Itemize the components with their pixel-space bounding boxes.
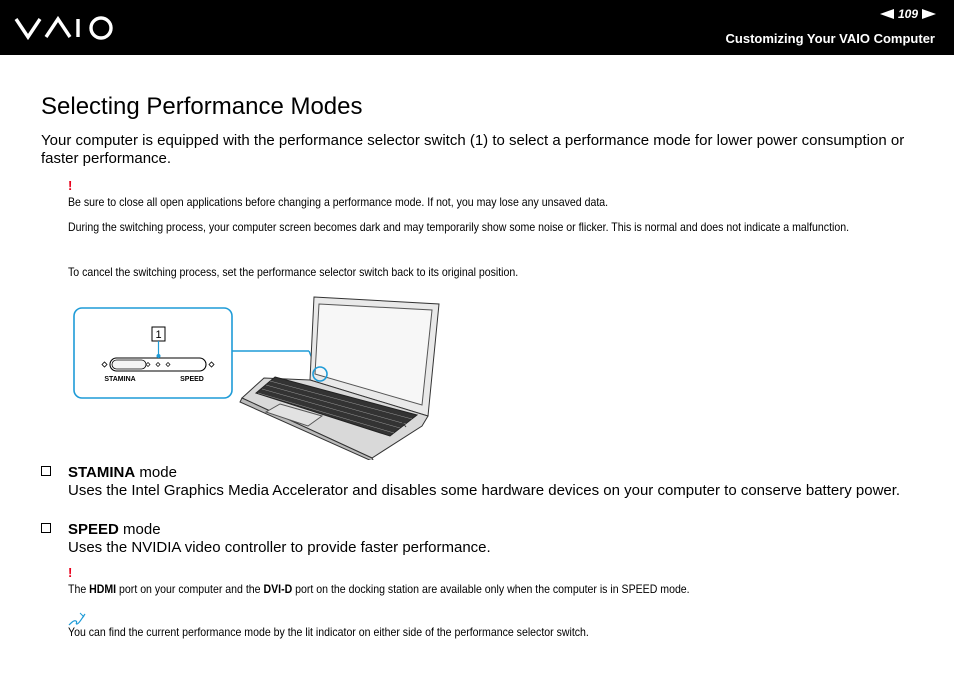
speed-label: SPEED: [180, 376, 204, 383]
section-title: Customizing Your VAIO Computer: [725, 31, 935, 46]
note-paragraph: [68, 263, 928, 281]
mode-name: STAMINA: [68, 464, 136, 481]
previous-page-icon[interactable]: [880, 9, 894, 19]
laptop-illustration: [240, 297, 439, 460]
page-navigation: [880, 7, 936, 21]
note-paragraph: [68, 218, 928, 236]
bullet-box-icon: [41, 523, 51, 533]
note-warning-bottom: [68, 566, 928, 598]
dvi-d-keyword: DVI-D: [263, 582, 293, 596]
note-text-part: port on your computer and the: [116, 582, 264, 596]
callout-box: [74, 308, 232, 398]
hint-note: [68, 623, 928, 641]
mode-suffix: mode: [118, 521, 161, 538]
next-page-icon[interactable]: [922, 9, 936, 19]
hdmi-keyword: HDMI: [89, 582, 117, 596]
page-header: [0, 0, 954, 55]
mode-title: [68, 464, 177, 482]
note-text-part: The: [68, 582, 90, 596]
mode-name: SPEED: [68, 521, 119, 538]
mode-description: Uses the NVIDIA video controller to provide faster performance.: [68, 539, 491, 556]
mode-suffix: mode: [135, 464, 177, 481]
mode-title: [68, 521, 161, 539]
page-number: 109: [897, 7, 918, 21]
stamina-label: STAMINA: [104, 376, 136, 383]
speed-indicator-icon: [209, 362, 214, 367]
note-line: During the switching process, your computer screen becomes dark and may temporarily show some noise or flicker. This is normal and does not indicate a malfunction.: [68, 220, 850, 234]
warning-mark-icon: !: [68, 565, 73, 580]
note-line: [68, 580, 891, 598]
callout-number: 1: [155, 329, 162, 341]
performance-switch-figure: [72, 294, 444, 460]
note-line: To cancel the switching process, set the performance selector switch back to its original position.: [68, 265, 519, 279]
stamina-indicator-icon: [102, 362, 107, 367]
note-text-part: port on the docking station are available only when the computer is in SPEED mode.: [292, 582, 690, 596]
page-title: Selecting Performance Modes: [41, 93, 363, 120]
warning-mark-icon: !: [68, 178, 73, 193]
mode-description: Uses the Intel Graphics Media Accelerator and disables some hardware devices on your computer to conserve battery power.: [68, 482, 901, 499]
note-line: Be sure to close all open applications before changing a performance mode. If not, you may lose any unsaved data.: [68, 195, 609, 209]
note-warning-top: [68, 179, 928, 211]
intro-paragraph: Your computer is equipped with the performance selector switch (1) to select a performance mode for lower power consumption or faster performance.: [41, 132, 905, 167]
bullet-box-icon: [41, 466, 51, 476]
hint-text: You can find the current performance mode by the lit indicator on either side of the performance selector switch.: [68, 625, 589, 639]
vaio-logo: [14, 13, 124, 43]
